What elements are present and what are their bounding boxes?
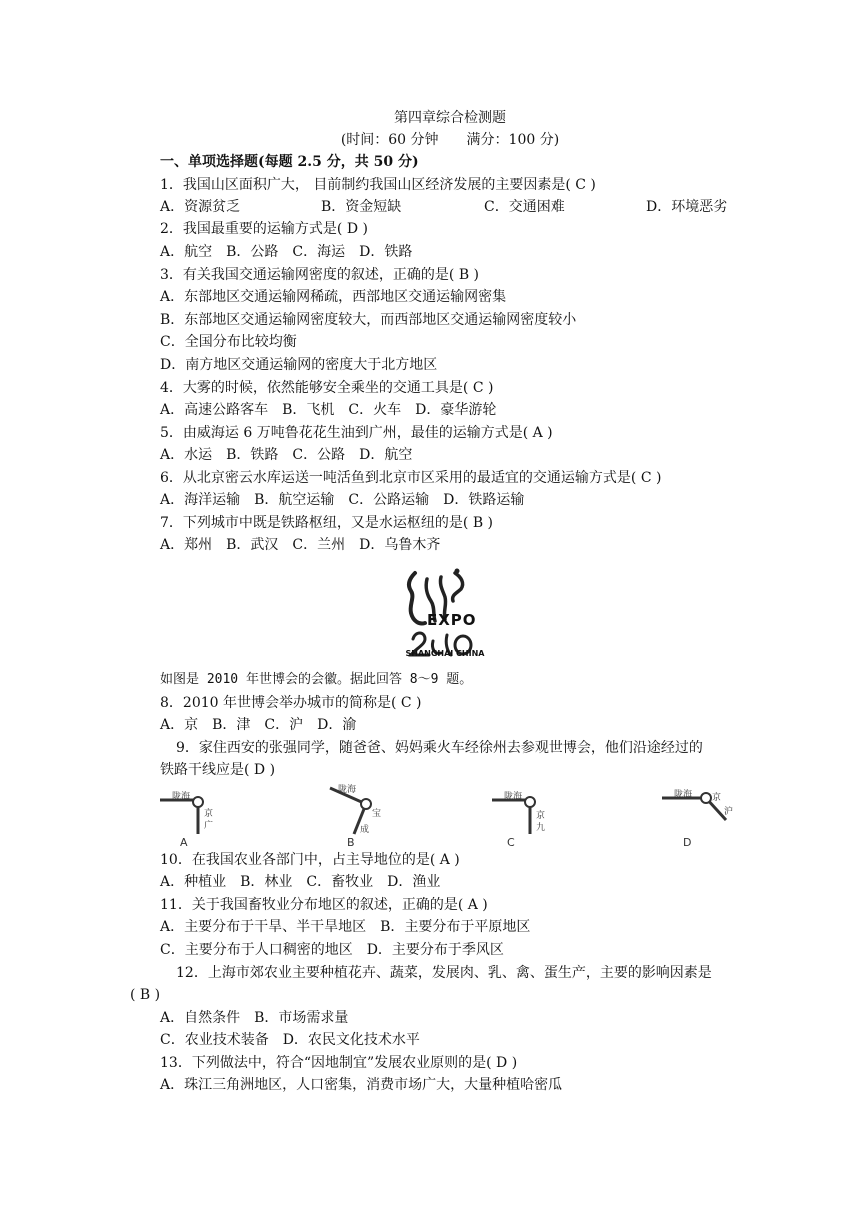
page-title: 第四章综合检测题: [394, 110, 506, 126]
question-6-options: A．海洋运输 B．航空运输 C．公路运输 D．铁路运输: [160, 492, 525, 508]
diagram-a-label-3: 广: [204, 821, 214, 831]
expo-logo-text: EXPO: [427, 611, 477, 629]
question-8-stem: 8．2010 年世博会举办城市的简称是( C ): [160, 695, 422, 711]
q1-option-d: D．环境恶劣: [646, 199, 728, 215]
q3-option-a: A．东部地区交通运输网稀疏，西部地区交通运输网密集: [160, 289, 507, 305]
question-1-stem: 1．我国山区面积广大， 目前制约我国山区经济发展的主要因素是( C ): [160, 177, 596, 193]
question-12-stem-line1: 12．上海市郊农业主要种植花卉、蔬菜，发展肉、乳、禽、蛋生产，主要的影响因素是: [176, 965, 712, 981]
diagram-d-label-1: 陇海: [674, 790, 693, 800]
q13-option-a: A．珠江三角洲地区，人口密集，消费市场广大，大量种植哈密瓜: [160, 1077, 563, 1093]
diagram-c-label-3: 九: [536, 823, 546, 833]
question-4-stem: 4．大雾的时候，依然能够安全乘坐的交通工具是( C ): [160, 380, 494, 396]
diagram-b-letter: B: [347, 836, 355, 849]
question-9-stem-line2: 铁路干线应是( D ): [160, 762, 276, 778]
question-6-stem: 6．从北京密云水库运送一吨活鱼到北京市区采用的最适宜的交通运输方式是( C ): [160, 470, 662, 486]
railway-diagram-b: [326, 782, 396, 844]
railway-diagram-a: [158, 786, 228, 848]
group-intro: 如图是 2010 年世博会的会徽。据此回答 8～9 题。: [160, 672, 473, 687]
diagram-b-label-3: 成: [360, 825, 370, 835]
question-5-stem: 5．由威海运 6 万吨鲁花花生油到广州，最佳的运输方式是( A ): [160, 425, 553, 441]
question-2-stem: 2．我国最重要的运输方式是( D ): [160, 221, 368, 237]
railway-junction-icon: [158, 786, 228, 836]
question-4-options: A．高速公路客车 B．飞机 C．火车 D．豪华游轮: [160, 402, 497, 418]
diagram-c-label-2: 京: [536, 811, 546, 821]
q3-option-c: C．全国分布比较均衡: [160, 334, 297, 350]
q1-option-c: C．交通困难: [484, 199, 565, 215]
q11-options-line1: A．主要分布于干旱、半干旱地区 B．主要分布于平原地区: [160, 919, 531, 935]
q3-option-d: D．南方地区交通运输网的密度大于北方地区: [160, 357, 438, 373]
q11-options-line2: C．主要分布于人口稠密的地区 D．主要分布于季风区: [160, 942, 504, 958]
question-3-stem: 3．有关我国交通运输网密度的叙述，正确的是( B ): [160, 267, 480, 283]
question-9-stem-line1: 9．家住西安的张强同学，随爸爸、妈妈乘火车经徐州去参观世博会，他们沿途经过的: [176, 740, 703, 756]
question-2-options: A．航空 B．公路 C．海运 D．铁路: [160, 244, 413, 260]
q1-option-a: A．资源贫乏: [160, 199, 241, 215]
question-7-stem: 7．下列城市中既是铁路枢纽，又是水运枢纽的是( B ): [160, 515, 494, 531]
railway-diagram-c: [490, 786, 560, 848]
expo-logo: [395, 565, 495, 661]
q3-option-b: B．东部地区交通运输网密度较大，而西部地区交通运输网密度较小: [160, 312, 577, 328]
diagram-a-letter: A: [180, 836, 188, 849]
diagram-c-letter: C: [507, 836, 515, 849]
diagram-a-label-2: 京: [204, 809, 214, 819]
question-12-stem-line2: ( B ): [130, 987, 161, 1003]
expo-logo-city: SHANGHAI CHINA: [405, 649, 485, 658]
diagram-b-label-1: 陇海: [338, 785, 357, 795]
question-8-options: A．京 B．津 C．沪 D．渝: [160, 717, 357, 733]
question-11-stem: 11．关于我国畜牧业分布地区的叙述，正确的是( A ): [160, 897, 488, 913]
page-subtitle: (时间：60 分钟 满分：100 分): [340, 132, 560, 148]
railway-junction-icon: [490, 786, 560, 836]
q1-option-b: B．资金短缺: [321, 199, 402, 215]
question-13-stem: 13．下列做法中，符合“因地制宜”发展农业原则的是( D ): [160, 1055, 518, 1071]
q12-options-line1: A．自然条件 B．市场需求量: [160, 1010, 349, 1026]
diagram-d-label-3: 沪: [724, 807, 734, 817]
diagram-d-label-2: 京: [712, 793, 722, 803]
diagram-c-label-1: 陇海: [504, 792, 523, 802]
question-7-options: A．郑州 B．武汉 C．兰州 D．乌鲁木齐: [160, 537, 441, 553]
question-10-stem: 10．在我国农业各部门中，占主导地位的是( A ): [160, 852, 460, 868]
question-10-options: A．种植业 B．林业 C．畜牧业 D．渔业: [160, 874, 441, 890]
question-5-options: A．水运 B．铁路 C．公路 D．航空: [160, 447, 413, 463]
diagram-d-letter: D: [683, 836, 692, 849]
q12-options-line2: C．农业技术装备 D．农民文化技术水平: [160, 1032, 420, 1048]
diagram-a-label-1: 陇海: [172, 792, 191, 802]
railway-diagram-d: [660, 786, 740, 848]
diagram-b-label-2: 宝: [372, 809, 382, 819]
section-heading: 一、单项选择题(每题 2.5 分，共 50 分): [160, 154, 419, 170]
